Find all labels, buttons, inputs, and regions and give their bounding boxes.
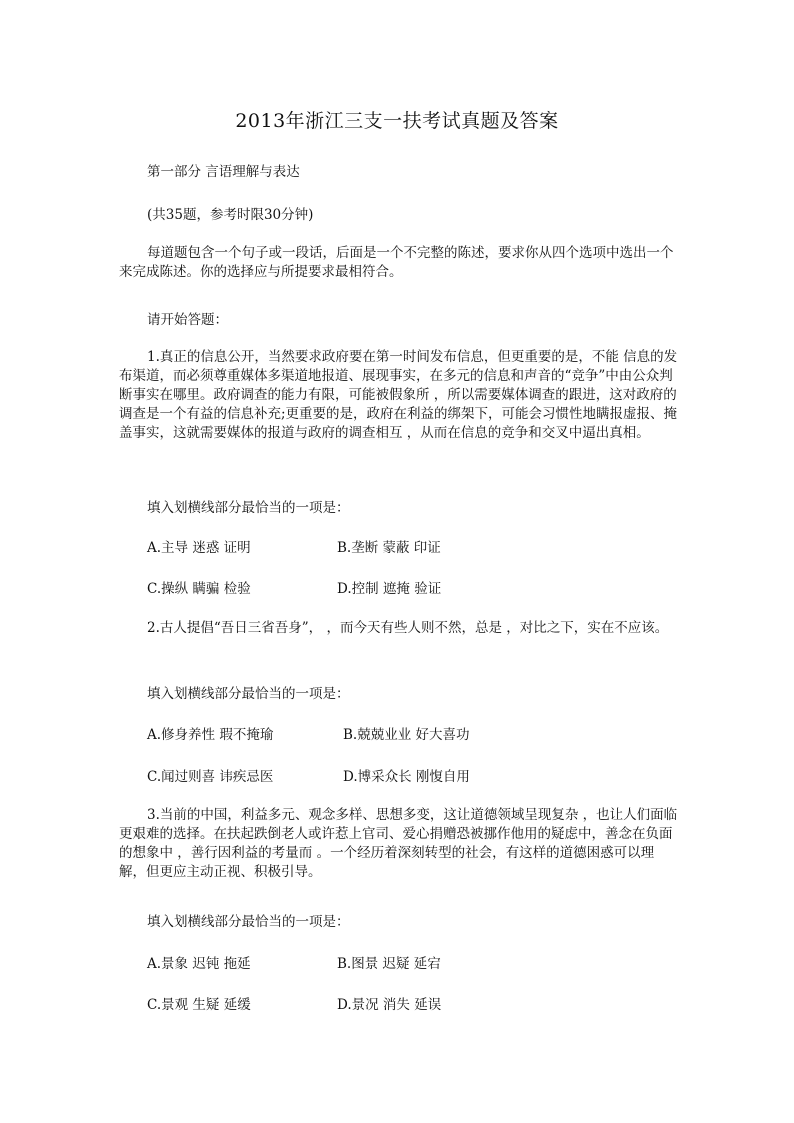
question-1-option-a: A.主导 迷惑 证明 xyxy=(147,540,251,556)
question-2-text: 2.古人提倡“吾日三省吾身”， ，而今天有些人则不然，总是 ，对比之下，实在不应该。 xyxy=(147,620,669,636)
question-3-prompt: 填入划横线部分最恰当的一项是： xyxy=(147,914,350,930)
question-2-prompt: 填入划横线部分最恰当的一项是： xyxy=(147,686,350,702)
section-heading: 第一部分 言语理解与表达 xyxy=(147,164,300,180)
start-prompt: 请开始答题： xyxy=(147,312,228,328)
question-3-option-a: A.景象 迟钝 拖延 xyxy=(147,956,251,972)
question-1-text: 1.真正的信息公开，当然要求政府要在第一时间发布信息，但更重要的是，不能 信息的发布渠道，而必须尊重媒体多渠道地报道、展现事实，在多元的信息和声音的“竞争”中由公众判断事实在哪里。政府调查的能力有限，可能被假象所 ，所以需要媒体调查的跟进，这对政府的调查是一个有益的信息补充;更重要的是，政府在利益的绑架下，可能会习惯性地瞒报虚报、掩盖事实，这就需要媒体的报道与政府的调查相互 ，从而在信息的竞争和交叉中逼出真相。 xyxy=(119,349,678,441)
question-3-text: 3.当前的中国，利益多元、观念多样、思想多变，这让道德领域呈现复杂 ，也让人们面临更艰难的选择。在扶起跌倒老人或许惹上官司、爱心捐赠恐被挪作他用的疑虑中，善念在负面的想象中 ，善行因利益的考量而 。一个经历着深刻转型的社会，有这样的道德困惑可以理解，但更应主动正视、积极引导。 xyxy=(119,807,678,880)
question-1-option-b: B.垄断 蒙蔽 印证 xyxy=(337,540,441,556)
question-2-option-c: C.闻过则喜 讳疾忌医 xyxy=(147,769,274,785)
question-2-option-a: A.修身养性 瑕不掩瑜 xyxy=(147,727,274,743)
instructions-paragraph: 每道题包含一个句子或一段话，后面是一个不完整的陈述，要求你从四个选项中选出一个来完成陈述。你的选择应与所提要求最相符合。 xyxy=(119,245,674,280)
question-2-option-b: B.兢兢业业 好大喜功 xyxy=(343,727,470,743)
section-info: (共35题，参考时限30分钟) xyxy=(147,207,314,223)
question-1-option-d: D.控制 遮掩 验证 xyxy=(337,581,442,597)
question-1-option-c: C.操纵 瞒骗 检验 xyxy=(147,581,251,597)
document-title: 2013年浙江三支一扶考试真题及答案 xyxy=(235,110,559,132)
question-1-prompt: 填入划横线部分最恰当的一项是： xyxy=(147,500,350,516)
question-3-option-c: C.景观 生疑 延缓 xyxy=(147,997,251,1013)
question-2-option-d: D.博采众长 刚愎自用 xyxy=(343,769,470,785)
question-3-option-b: B.图景 迟疑 延宕 xyxy=(337,956,441,972)
question-3-option-d: D.景况 消失 延误 xyxy=(337,997,442,1013)
